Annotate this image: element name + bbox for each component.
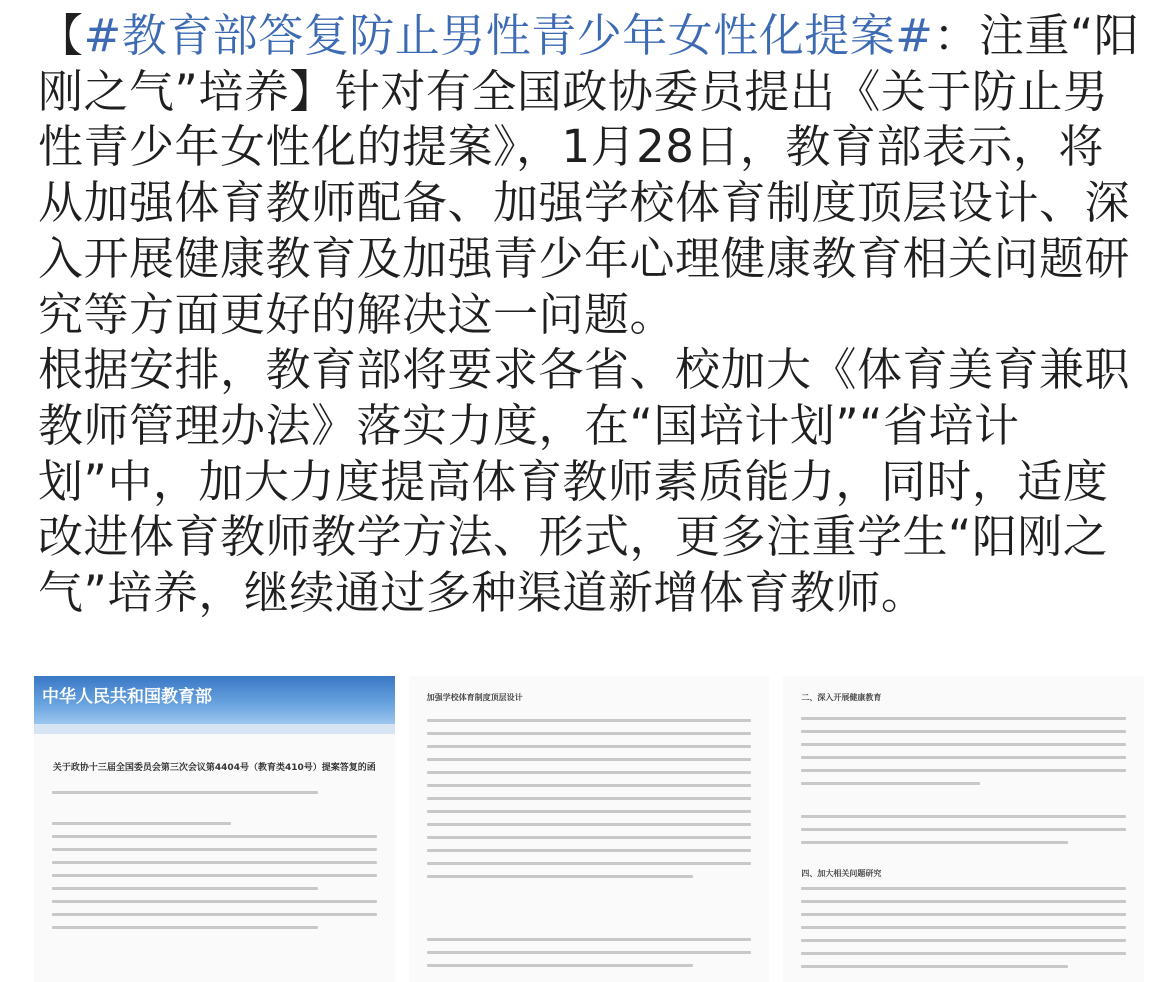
text-line — [52, 835, 377, 838]
text-line — [52, 848, 377, 851]
text-line — [801, 965, 1067, 968]
text-line — [52, 887, 318, 890]
document-image-1[interactable] — [34, 676, 395, 982]
text-line — [427, 745, 752, 748]
text-line — [801, 756, 1126, 759]
document-title: 关于政协十三届全国委员会第三次会议第4404号（教育类410号）提案答复的函 — [52, 763, 376, 773]
ministry-banner-title: 中华人民共和国教育部 — [42, 687, 212, 707]
document-image-3[interactable] — [783, 676, 1144, 982]
ministry-banner — [34, 676, 395, 724]
text-line — [801, 828, 1126, 831]
text-line — [801, 769, 1126, 772]
text-line — [801, 730, 1126, 733]
text-line — [427, 875, 693, 878]
headline-rest: ：注重“阳刚之气”培养】 — [38, 9, 1140, 118]
banner-strip — [34, 724, 395, 734]
text-line — [427, 784, 752, 787]
text-line — [801, 815, 1126, 818]
hashtag-link[interactable]: #教育部答复防止男性青少年女性化提案# — [83, 9, 934, 62]
text-line — [427, 862, 752, 865]
spacer — [52, 804, 377, 822]
text-line — [801, 887, 1126, 890]
spacer — [801, 795, 1126, 815]
text-line — [427, 938, 752, 941]
paragraph-1-body: 针对有全国政协委员提出《关于防止男性青少年女性化的提案》，1月28日，教育部表示，将从加强体育教师配备、加强学校体育制度顶层设计、深入开展健康教育及加强青少年心理健康教育相关问题研究等方面更好的解决这一问题。 — [38, 64, 1131, 341]
paragraph-2: 根据安排，教育部将要求各省、校加大《体育美育兼职教师管理办法》落实力度，在“国培计划”“省培计划”中，加大力度提高体育教师素质能力，同时，适度改进体育教师教学方法、形式，更多注重学生“阳刚之气”培养，继续通过多种渠道新增体育教师。 — [38, 343, 1131, 620]
text-line — [801, 717, 1126, 720]
text-line — [801, 782, 980, 785]
image-gallery — [34, 676, 1144, 982]
text-line — [427, 836, 752, 839]
paragraph-1 — [38, 8, 1143, 342]
text-line — [801, 926, 1126, 929]
text-line — [427, 732, 752, 735]
document-section-heading: 四、加大相关问题研究 — [801, 869, 882, 878]
text-line — [801, 900, 1126, 903]
text-line — [801, 913, 1126, 916]
document-meta — [34, 777, 395, 791]
document-heading: 二、深入开展健康教育 — [801, 693, 882, 702]
text-line — [427, 719, 752, 722]
document-image-2[interactable] — [409, 676, 770, 982]
document-body-lines — [783, 887, 1144, 968]
text-line — [427, 758, 752, 761]
bracket-open: 【 — [38, 9, 84, 62]
text-line — [427, 797, 752, 800]
text-line — [801, 952, 1126, 955]
text-line — [52, 913, 377, 916]
spacer — [427, 888, 752, 938]
text-line — [52, 791, 318, 794]
document-body-lines — [409, 705, 770, 967]
text-line — [427, 823, 752, 826]
document-body-lines — [34, 791, 395, 929]
text-line — [52, 900, 377, 903]
text-line — [801, 743, 1126, 746]
text-line — [801, 939, 1126, 942]
text-line — [427, 964, 693, 967]
breadcrumb — [34, 734, 395, 746]
text-line — [801, 841, 1067, 844]
text-line — [52, 822, 231, 825]
document-body-lines — [783, 705, 1144, 844]
text-line — [427, 849, 752, 852]
text-line — [52, 874, 377, 877]
post-text — [38, 8, 1143, 621]
text-line — [52, 926, 318, 929]
text-line — [52, 861, 377, 864]
text-line — [427, 951, 752, 954]
document-heading: 加强学校体育制度顶层设计 — [426, 693, 523, 702]
text-line — [427, 810, 752, 813]
text-line — [427, 771, 752, 774]
